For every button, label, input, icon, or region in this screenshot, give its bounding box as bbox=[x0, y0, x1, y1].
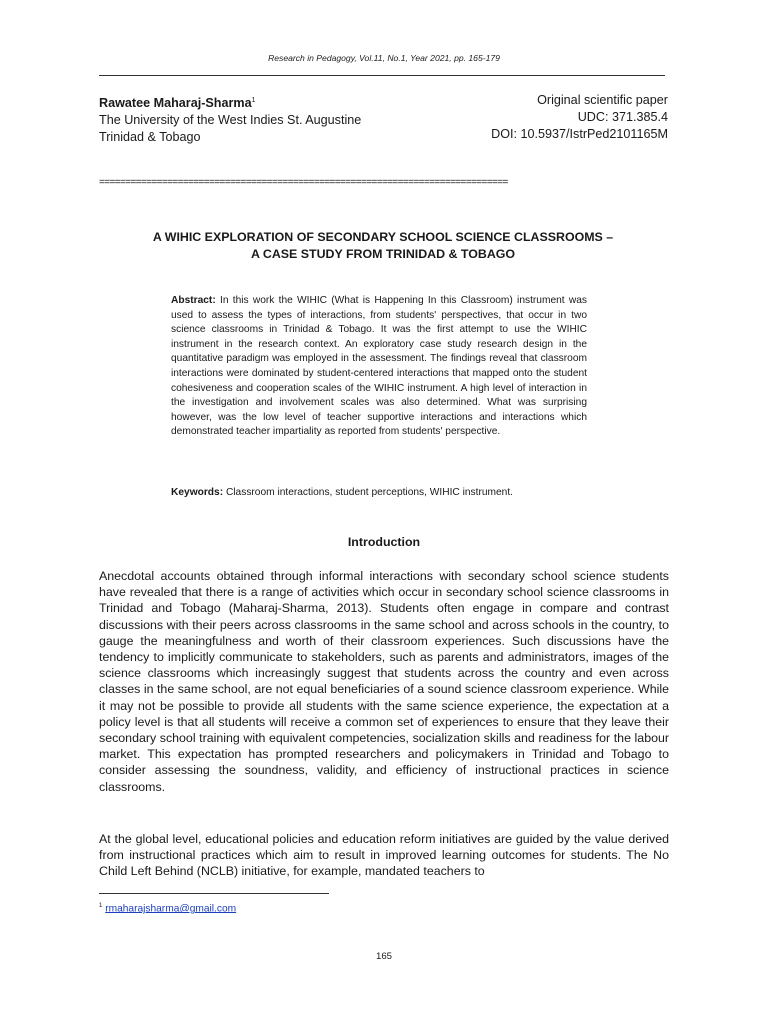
journal-header: Research in Pedagogy, Vol.11, No.1, Year 2021, pp. 165-179 bbox=[268, 53, 500, 63]
keywords-text: Classroom interactions, student perceptions, WIHIC instrument. bbox=[225, 487, 513, 498]
paper-type: Original scientific paper bbox=[537, 93, 668, 107]
body-paragraph-1: Anecdotal accounts obtained through informal interactions with secondary school science students have revealed that there is a range of activities which occur in secondary school science classrooms in Trinidad and Tobago (Maharaj-Sharma, 2013). Students often engage in compare and contrast discussions with their peers across classrooms in the same school and across schools in the country, to gauge the meaningfulness and worth of their classroom experiences. Such discussions have the tendency to implicitly communicate to stakeholders, such as parents and administrators, images of the science classrooms which increasingly suggest that students across the country and even across classes in the same school, are not equal beneficiaries of a sound science classroom experience. While it may not be possible to provide all students with the same science experience, the expectation at a policy level is that all students will receive a common set of experiences to ensure that they leave their secondary school training with equivalent competencies, socialization skills and readiness for the labour market. This expectation has prompted researchers and policymakers in Trinidad and Tobago to consider assessing the soundness, validity, and efficiency of instructional practices in science classrooms. bbox=[99, 569, 669, 794]
abstract bbox=[171, 294, 587, 440]
abstract-label: Abstract: bbox=[171, 295, 216, 306]
author-block bbox=[99, 92, 361, 146]
separator-line: ============================================================================== bbox=[99, 177, 508, 188]
paper-meta-block bbox=[491, 92, 668, 143]
keywords bbox=[171, 486, 591, 500]
footnote-marker: 1 bbox=[251, 97, 256, 104]
footnote bbox=[99, 903, 236, 914]
abstract-text: In this work the WIHIC (What is Happening In this Classroom) instrument was used to assess the types of interactions, from students' perspectives, that occur in two science classrooms in Trinidad & Tobago. It was the first attempt to use the WIHIC instrument in the research context. An exploratory case study research design in the quantitative paradigm was employed in the assessment. The findings reveal that classroom interactions were dominated by student-centered interactions that mapped onto the student cohesiveness and cooperation scales of the WIHIC instrument. A high level of interaction in the investigation and involvement scales was also determined. What was surprising however, was the low level of teacher supportive interactions and interactions which demonstrated teacher impartiality as reported from students' perspective. bbox=[171, 295, 587, 438]
header-rule bbox=[99, 75, 665, 76]
author-country: Trinidad & Tobago bbox=[99, 130, 201, 145]
doi: DOI: 10.5937/IstrPed2101165M bbox=[491, 127, 668, 141]
author-name bbox=[99, 92, 361, 112]
udc-code: UDC: 371.385.4 bbox=[577, 110, 668, 124]
footnote-number: 1 bbox=[99, 903, 103, 909]
footnote-rule bbox=[99, 893, 329, 894]
author-email-link[interactable]: rmaharajsharma@gmail.com bbox=[105, 903, 237, 915]
section-heading-introduction: Introduction bbox=[347, 535, 421, 549]
title-line-1: A WIHIC EXPLORATION OF SECONDARY SCHOOL SCIENCE CLASSROOMS – bbox=[152, 230, 614, 244]
body-paragraph-2: At the global level, educational policies and education reform initiatives are guided by the value derived from instructional practices which aim to result in improved learning outcomes for students. The No Child Left Behind (NCLB) initiative, for example, mandated teachers to bbox=[99, 832, 669, 879]
author-name-text: Rawatee Maharaj-Sharma bbox=[99, 96, 252, 111]
title-line-2: A CASE STUDY FROM TRINIDAD & TOBAGO bbox=[250, 247, 516, 261]
author-affiliation: The University of the West Indies St. Augustine bbox=[99, 113, 362, 128]
keywords-label: Keywords: bbox=[171, 487, 224, 498]
paper-title bbox=[99, 229, 667, 263]
page-number: 165 bbox=[375, 951, 392, 962]
